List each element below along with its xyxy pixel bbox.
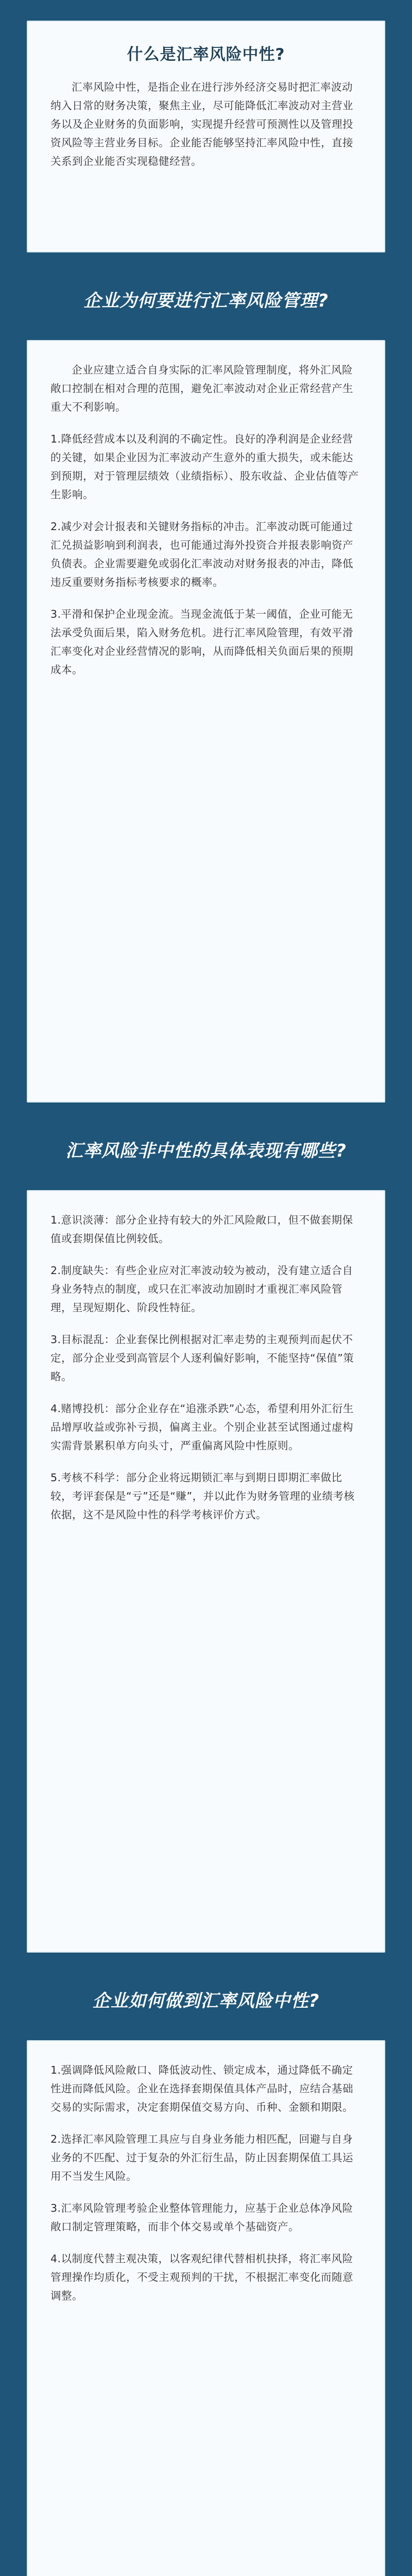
section-heading-band bbox=[0, 1968, 412, 2030]
section-title: 汇率风险非中性的具体表现有哪些? bbox=[65, 1140, 347, 1161]
section-what-is-neutrality bbox=[27, 21, 385, 252]
section-title: 企业为何要进行汇率风险管理? bbox=[83, 290, 329, 311]
paragraph: 4.赌博投机：部分企业存在“追涨杀跌”心态，希望利用外汇衍生品增厚收益或弥补亏损，偏离主业。个别企业甚至试图通过虚构实需背景累积单方向头寸，严重偏离风险中性原则。 bbox=[50, 1402, 354, 1452]
paragraph: 汇率风险中性，是指企业在进行涉外经济交易时把汇率波动纳入日常的财务决策，聚焦主业，尽可能降低汇率波动对主营业务以及企业财务的负面影响，实现提升经营可预测性以及管理投资风险等主营业务目标。企业能否能够坚持汇率风险中性，直接关系到企业能否实现稳健经营。 bbox=[50, 81, 353, 167]
paragraph: 2.选择汇率风险管理工具应与自身业务能力相匹配，回避与自身业务的不匹配、过于复杂的外汇衍生品，防止因套期保值工具运用不当发生风险。 bbox=[50, 2133, 353, 2182]
paragraph: 3.平滑和保护企业现金流。当现金流低于某一阈值，企业可能无法承受负面后果，陷入财务危机。进行汇率风险管理，有效平滑汇率变化对企业经营情况的影响，从而降低相关负面后果的预期成本。 bbox=[50, 608, 353, 676]
paragraph: 2.制度缺失：有些企业应对汇率波动较为被动，没有建立适合自身业务特点的制度，或只在汇率波动加剧时才重视汇率风险管理，呈现短期化、阶段性特征。 bbox=[50, 1264, 353, 1314]
paragraph: 企业应建立适合自身实际的汇率风险管理制度，将外汇风险敞口控制在相对合理的范围，避免汇率波动对企业正常经营产生重大不利影响。 bbox=[50, 364, 353, 413]
section-heading-band bbox=[0, 1118, 412, 1180]
section-title: 企业如何做到汇率风险中性? bbox=[92, 1990, 320, 2011]
paragraph: 1.降低经营成本以及利润的不确定性。良好的净利润是企业经营的关键，如果企业因为汇率波动产生意外的重大损失，或未能达到预期，对于管理层绩效（业绩指标）、股东收益、企业估值等产生影响。 bbox=[50, 433, 359, 501]
paragraph: 1.强调降低风险敞口、降低波动性、锁定成本，通过降低不确定性进而降低风险。企业在选择套期保值具体产品时，应结合基础交易的实际需求，决定套期保值交易方向、币种、金额和期限。 bbox=[50, 2064, 353, 2113]
paragraph: 4.以制度代替主观决策，以客观纪律代替相机抉择，将汇率风险管理操作均质化，不受主观预判的干扰，不根据汇率变化而随意调整。 bbox=[50, 2252, 353, 2302]
section-how-to bbox=[27, 2040, 385, 2576]
paragraph: 5.考核不科学：部分企业将远期锁汇率与到期日即期汇率做比较，考评套保是“亏”还是“赚”，并以此作为财务管理的业绩考核依据，这不是风险中性的科学考核评价方式。 bbox=[50, 1471, 355, 1521]
paragraph: 3.目标混乱：企业套保比例根据对汇率走势的主观预判而起伏不定，部分企业受到高管层个人逐利偏好影响，不能坚持“保值”策略。 bbox=[50, 1333, 354, 1383]
section-title: 什么是汇率风险中性? bbox=[127, 45, 285, 64]
section-heading-band bbox=[0, 268, 412, 330]
paragraph: 2.减少对会计报表和关键财务指标的冲击。汇率波动既可能通过汇兑损益影响到利润表，也可能通过海外投资合并报表影响资产负债表。企业需要避免或弱化汇率波动对财务报表的冲击，降低违反重要财务指标考核要求的概率。 bbox=[50, 520, 353, 588]
paragraph: 3.汇率风险管理考验企业整体管理能力，应基于企业总体净风险敞口制定管理策略，而非个体交易或单个基础资产。 bbox=[50, 2202, 353, 2233]
section-why-manage bbox=[27, 340, 385, 1103]
paragraph: 1.意识淡薄：部分企业持有较大的外汇风险敞口，但不做套期保值或套期保值比例较低。 bbox=[50, 1214, 353, 1245]
section-non-neutral bbox=[27, 1190, 385, 1953]
